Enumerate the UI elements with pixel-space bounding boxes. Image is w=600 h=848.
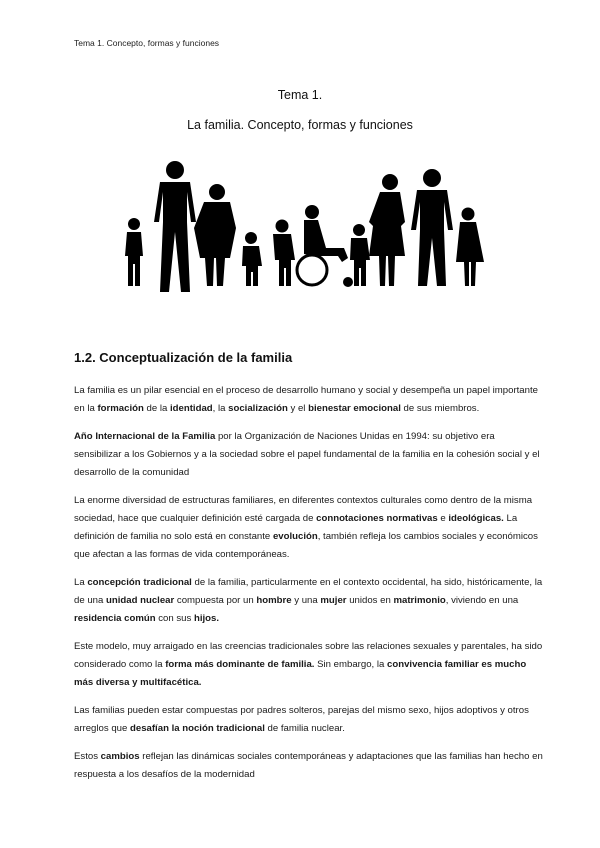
paragraph: La familia es un pilar esencial en el proceso de desarrollo humano y social y desempeña un papel importante en la formación de la identidad, la socialización y el bienestar emocional de sus miembros.	[74, 385, 538, 414]
paragraph: Este modelo, muy arraigado en las creencias tradicionales sobre las relaciones sexuales y parentales, ha sido considerado como la forma más dominante de familia. Sin embargo, la convivencia familiar es mucho más diversa y multifacética.	[74, 641, 543, 688]
document-title: Tema 1.	[277, 88, 323, 102]
paragraph: Las familias pueden estar compuestas por padres solteros, parejas del mismo sexo, hijos adoptivos y otros arreglos que desafían la noción tradicional de familia nuclear.	[74, 705, 529, 734]
section-heading: 1.2. Conceptualización de la familia	[74, 350, 293, 365]
paragraph: Año Internacional de la Familia por la Organización de Naciones Unidas en 1994: su objetivo era sensibilizar a los Gobiernos y a la sociedad sobre el papel fundamental de la familia en la cohesión social y el desarrollo de la comunidad	[74, 431, 540, 478]
family-silhouette-icon	[120, 160, 490, 292]
document-subtitle: La familia. Concepto, formas y funciones	[187, 118, 413, 132]
paragraph: La enorme diversidad de estructuras familiares, en diferentes contextos culturales como dentro de la misma sociedad, hace que cualquier definición esté cargada de connotaciones normativas e ideológicas. La definición de familia no solo está en constante evolución, también refleja los cambios sociales y económicos que afectan a las formas de vida contemporáneas.	[74, 495, 538, 560]
paragraph: Estos cambios reflejan las dinámicas sociales contemporáneas y adaptaciones que las familias han hecho en respuesta a los desafíos de la modernidad	[74, 751, 543, 780]
document-body	[74, 382, 544, 794]
running-header: Tema 1. Concepto, formas y funciones	[74, 38, 220, 48]
paragraph: La concepción tradicional de la familia, particularmente en el contexto occidental, ha sido, históricamente, la de una unidad nuclear compuesta por un hombre y una mujer unidos en matrimonio, viviendo en una residencia común con sus hijos.	[74, 577, 543, 624]
